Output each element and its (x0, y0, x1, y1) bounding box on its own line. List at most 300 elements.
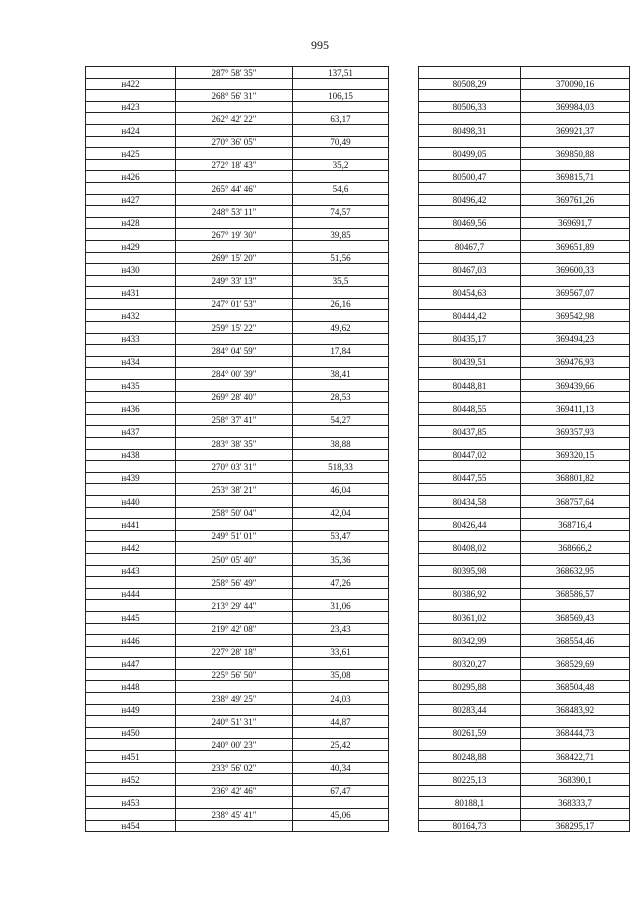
table-row (86, 148, 630, 160)
segment-length-cell (293, 240, 389, 252)
segment-length-cell (293, 148, 389, 160)
y-coordinate-cell (521, 507, 630, 519)
point-name-cell: н436 (86, 403, 176, 415)
table-row (86, 206, 630, 218)
segment-length-cell (293, 611, 389, 623)
table-row (86, 426, 630, 438)
direction-angle-cell (176, 449, 293, 461)
x-coordinate-cell (419, 298, 521, 310)
table-row (86, 438, 630, 450)
direction-angle-cell: 262° 42' 22" (176, 113, 293, 125)
table-row (86, 461, 630, 473)
direction-angle-cell: 227° 28' 18" (176, 646, 293, 658)
y-coordinate-cell: 368390,1 (521, 774, 630, 786)
segment-length-cell (293, 681, 389, 693)
x-coordinate-cell (419, 113, 521, 125)
direction-angle-cell (176, 681, 293, 693)
direction-angle-cell (176, 171, 293, 183)
spacer-cell (389, 124, 419, 136)
segment-length-cell (293, 565, 389, 577)
point-name-cell (86, 391, 176, 403)
spacer-cell (389, 426, 419, 438)
table-row (86, 762, 630, 774)
direction-angle-cell: 248° 53' 11" (176, 206, 293, 218)
y-coordinate-cell (521, 693, 630, 705)
direction-angle-cell: 283° 38' 35" (176, 438, 293, 450)
point-name-cell (86, 809, 176, 821)
x-coordinate-cell: 80506,33 (419, 101, 521, 113)
spacer-cell (389, 298, 419, 310)
spacer-cell (389, 414, 419, 426)
y-coordinate-cell: 369651,89 (521, 240, 630, 252)
boundary-coordinates-table (85, 66, 630, 832)
table-row (86, 693, 630, 705)
x-coordinate-cell (419, 507, 521, 519)
direction-angle-cell (176, 78, 293, 90)
direction-angle-cell: 225° 56' 50" (176, 669, 293, 681)
spacer-cell (389, 704, 419, 716)
spacer-cell (389, 287, 419, 299)
table-row (86, 414, 630, 426)
direction-angle-cell: 236° 42' 46" (176, 785, 293, 797)
spacer-cell (389, 113, 419, 125)
y-coordinate-cell (521, 345, 630, 357)
table-row (86, 171, 630, 183)
point-name-cell (86, 484, 176, 496)
y-coordinate-cell (521, 275, 630, 287)
table-row (86, 507, 630, 519)
segment-length-cell (293, 194, 389, 206)
point-name-cell: н445 (86, 611, 176, 623)
spacer-cell (389, 206, 419, 218)
table-row (86, 275, 630, 287)
table-row (86, 716, 630, 728)
point-name-cell (86, 159, 176, 171)
x-coordinate-cell: 80248,88 (419, 751, 521, 763)
segment-length-cell: 42,04 (293, 507, 389, 519)
x-coordinate-cell (419, 252, 521, 264)
direction-angle-cell: 219° 42' 08" (176, 623, 293, 635)
segment-length-cell: 54,6 (293, 182, 389, 194)
spacer-cell (389, 240, 419, 252)
segment-length-cell (293, 542, 389, 554)
point-name-cell: н429 (86, 240, 176, 252)
table-row (86, 727, 630, 739)
x-coordinate-cell (419, 693, 521, 705)
segment-length-cell: 63,17 (293, 113, 389, 125)
direction-angle-cell: 249° 33' 13" (176, 275, 293, 287)
y-coordinate-cell: 368586,57 (521, 588, 630, 600)
segment-length-cell (293, 356, 389, 368)
point-name-cell: н440 (86, 495, 176, 507)
segment-length-cell: 31,06 (293, 600, 389, 612)
table-row (86, 287, 630, 299)
table-row (86, 519, 630, 531)
spacer-cell (389, 635, 419, 647)
segment-length-cell: 38,41 (293, 368, 389, 380)
direction-angle-cell (176, 611, 293, 623)
y-coordinate-cell (521, 322, 630, 334)
y-coordinate-cell: 369494,23 (521, 333, 630, 345)
direction-angle-cell: 238° 49' 25" (176, 693, 293, 705)
direction-angle-cell: 269° 15' 20" (176, 252, 293, 264)
table-row (86, 298, 630, 310)
spacer-cell (389, 345, 419, 357)
x-coordinate-cell: 80434,58 (419, 495, 521, 507)
x-coordinate-cell (419, 345, 521, 357)
direction-angle-cell: 287° 58' 35" (176, 67, 293, 79)
segment-length-cell: 40,34 (293, 762, 389, 774)
direction-angle-cell (176, 751, 293, 763)
point-name-cell: н422 (86, 78, 176, 90)
y-coordinate-cell: 369691,7 (521, 217, 630, 229)
table-row (86, 113, 630, 125)
spacer-cell (389, 484, 419, 496)
segment-length-cell: 47,26 (293, 577, 389, 589)
direction-angle-cell (176, 403, 293, 415)
table-row (86, 333, 630, 345)
x-coordinate-cell (419, 530, 521, 542)
y-coordinate-cell: 369542,98 (521, 310, 630, 322)
spacer-cell (389, 553, 419, 565)
point-name-cell: н454 (86, 820, 176, 832)
direction-angle-cell: 268° 56' 31" (176, 90, 293, 102)
spacer-cell (389, 78, 419, 90)
spacer-cell (389, 391, 419, 403)
direction-angle-cell (176, 333, 293, 345)
x-coordinate-cell (419, 391, 521, 403)
direction-angle-cell (176, 797, 293, 809)
x-coordinate-cell (419, 646, 521, 658)
segment-length-cell (293, 635, 389, 647)
point-name-cell (86, 67, 176, 79)
spacer-cell (389, 217, 419, 229)
spacer-cell (389, 438, 419, 450)
table-row (86, 669, 630, 681)
y-coordinate-cell (521, 229, 630, 241)
direction-angle-cell (176, 704, 293, 716)
segment-length-cell: 33,61 (293, 646, 389, 658)
direction-angle-cell (176, 148, 293, 160)
segment-length-cell (293, 495, 389, 507)
direction-angle-cell: 284° 04' 59" (176, 345, 293, 357)
table-row (86, 739, 630, 751)
x-coordinate-cell (419, 438, 521, 450)
spacer-cell (389, 669, 419, 681)
x-coordinate-cell: 80395,98 (419, 565, 521, 577)
segment-length-cell (293, 101, 389, 113)
segment-length-cell (293, 797, 389, 809)
segment-length-cell: 35,2 (293, 159, 389, 171)
segment-length-cell: 51,56 (293, 252, 389, 264)
x-coordinate-cell: 80439,51 (419, 356, 521, 368)
y-coordinate-cell: 369815,71 (521, 171, 630, 183)
direction-angle-cell (176, 426, 293, 438)
segment-length-cell: 39,85 (293, 229, 389, 241)
point-name-cell: н442 (86, 542, 176, 554)
segment-length-cell (293, 217, 389, 229)
y-coordinate-cell: 368483,92 (521, 704, 630, 716)
y-coordinate-cell (521, 669, 630, 681)
y-coordinate-cell (521, 90, 630, 102)
point-name-cell (86, 252, 176, 264)
x-coordinate-cell: 80342,99 (419, 635, 521, 647)
y-coordinate-cell: 368529,69 (521, 658, 630, 670)
segment-length-cell: 67,47 (293, 785, 389, 797)
direction-angle-cell (176, 519, 293, 531)
direction-angle-cell: 247° 01' 53" (176, 298, 293, 310)
y-coordinate-cell (521, 182, 630, 194)
point-name-cell (86, 136, 176, 148)
y-coordinate-cell (521, 762, 630, 774)
spacer-cell (389, 229, 419, 241)
y-coordinate-cell: 368504,48 (521, 681, 630, 693)
point-name-cell (86, 368, 176, 380)
x-coordinate-cell: 80447,02 (419, 449, 521, 461)
direction-angle-cell (176, 217, 293, 229)
spacer-cell (389, 774, 419, 786)
x-coordinate-cell (419, 229, 521, 241)
y-coordinate-cell (521, 252, 630, 264)
x-coordinate-cell (419, 414, 521, 426)
segment-length-cell: 26,16 (293, 298, 389, 310)
table-row (86, 820, 630, 832)
x-coordinate-cell: 80448,55 (419, 403, 521, 415)
y-coordinate-cell: 370090,16 (521, 78, 630, 90)
spacer-cell (389, 159, 419, 171)
direction-angle-cell: 233° 56' 02" (176, 762, 293, 774)
table-row (86, 380, 630, 392)
segment-length-cell: 25,42 (293, 739, 389, 751)
point-name-cell: н433 (86, 333, 176, 345)
y-coordinate-cell (521, 716, 630, 728)
y-coordinate-cell: 369761,26 (521, 194, 630, 206)
x-coordinate-cell: 80426,44 (419, 519, 521, 531)
table-row (86, 553, 630, 565)
y-coordinate-cell: 369320,15 (521, 449, 630, 461)
spacer-cell (389, 600, 419, 612)
x-coordinate-cell: 80408,02 (419, 542, 521, 554)
direction-angle-cell (176, 495, 293, 507)
point-name-cell: н428 (86, 217, 176, 229)
x-coordinate-cell (419, 90, 521, 102)
table-row (86, 310, 630, 322)
point-name-cell (86, 646, 176, 658)
direction-angle-cell (176, 472, 293, 484)
y-coordinate-cell (521, 600, 630, 612)
x-coordinate-cell: 80498,31 (419, 124, 521, 136)
point-name-cell: н441 (86, 519, 176, 531)
x-coordinate-cell (419, 67, 521, 79)
segment-length-cell (293, 426, 389, 438)
x-coordinate-cell: 80467,7 (419, 240, 521, 252)
table-row (86, 194, 630, 206)
point-name-cell (86, 577, 176, 589)
table-row (86, 623, 630, 635)
y-coordinate-cell (521, 646, 630, 658)
table-row (86, 588, 630, 600)
direction-angle-cell: 253° 38' 21" (176, 484, 293, 496)
spacer-cell (389, 461, 419, 473)
point-name-cell: н427 (86, 194, 176, 206)
x-coordinate-cell (419, 553, 521, 565)
table-row (86, 495, 630, 507)
point-name-cell: н438 (86, 449, 176, 461)
segment-length-cell (293, 820, 389, 832)
spacer-cell (389, 368, 419, 380)
segment-length-cell: 54,27 (293, 414, 389, 426)
spacer-cell (389, 739, 419, 751)
direction-angle-cell (176, 588, 293, 600)
point-name-cell: н431 (86, 287, 176, 299)
direction-angle-cell (176, 774, 293, 786)
y-coordinate-cell: 368444,73 (521, 727, 630, 739)
y-coordinate-cell: 369411,13 (521, 403, 630, 415)
segment-length-cell (293, 264, 389, 276)
spacer-cell (389, 809, 419, 821)
segment-length-cell (293, 704, 389, 716)
y-coordinate-cell (521, 368, 630, 380)
point-name-cell (86, 438, 176, 450)
spacer-cell (389, 530, 419, 542)
point-name-cell (86, 322, 176, 334)
table-row (86, 751, 630, 763)
direction-angle-cell: 284° 00' 39" (176, 368, 293, 380)
x-coordinate-cell: 80283,44 (419, 704, 521, 716)
spacer-cell (389, 681, 419, 693)
x-coordinate-cell (419, 600, 521, 612)
segment-length-cell: 24,03 (293, 693, 389, 705)
y-coordinate-cell: 369600,33 (521, 264, 630, 276)
y-coordinate-cell: 368295,17 (521, 820, 630, 832)
x-coordinate-cell: 80295,88 (419, 681, 521, 693)
direction-angle-cell (176, 101, 293, 113)
spacer-cell (389, 820, 419, 832)
x-coordinate-cell (419, 159, 521, 171)
table-row (86, 472, 630, 484)
point-name-cell: н450 (86, 727, 176, 739)
point-name-cell (86, 785, 176, 797)
segment-length-cell: 74,57 (293, 206, 389, 218)
spacer-cell (389, 577, 419, 589)
segment-length-cell: 23,43 (293, 623, 389, 635)
y-coordinate-cell: 368554,46 (521, 635, 630, 647)
table-row (86, 322, 630, 334)
spacer-cell (389, 322, 419, 334)
point-name-cell (86, 623, 176, 635)
table-row (86, 345, 630, 357)
segment-length-cell (293, 287, 389, 299)
y-coordinate-cell: 369357,93 (521, 426, 630, 438)
spacer-cell (389, 658, 419, 670)
direction-angle-cell: 265° 44' 46" (176, 182, 293, 194)
spacer-cell (389, 264, 419, 276)
table-row (86, 774, 630, 786)
table-row (86, 182, 630, 194)
spacer-cell (389, 275, 419, 287)
y-coordinate-cell (521, 414, 630, 426)
point-name-cell (86, 716, 176, 728)
table-row (86, 78, 630, 90)
segment-length-cell (293, 449, 389, 461)
direction-angle-cell: 213° 29' 44" (176, 600, 293, 612)
y-coordinate-cell: 368801,82 (521, 472, 630, 484)
x-coordinate-cell (419, 136, 521, 148)
direction-angle-cell: 270° 36' 05" (176, 136, 293, 148)
segment-length-cell: 45,06 (293, 809, 389, 821)
x-coordinate-cell (419, 368, 521, 380)
direction-angle-cell (176, 310, 293, 322)
x-coordinate-cell: 80499,05 (419, 148, 521, 160)
table-row (86, 101, 630, 113)
table-row (86, 785, 630, 797)
spacer-cell (389, 472, 419, 484)
point-name-cell: н448 (86, 681, 176, 693)
y-coordinate-cell: 368632,95 (521, 565, 630, 577)
direction-angle-cell: 238° 45' 41" (176, 809, 293, 821)
table-row (86, 67, 630, 79)
point-name-cell (86, 298, 176, 310)
table-row (86, 484, 630, 496)
point-name-cell (86, 275, 176, 287)
direction-angle-cell (176, 542, 293, 554)
y-coordinate-cell (521, 206, 630, 218)
segment-length-cell (293, 124, 389, 136)
spacer-cell (389, 542, 419, 554)
x-coordinate-cell (419, 739, 521, 751)
x-coordinate-cell (419, 484, 521, 496)
x-coordinate-cell: 80500,47 (419, 171, 521, 183)
point-name-cell (86, 669, 176, 681)
point-name-cell: н439 (86, 472, 176, 484)
x-coordinate-cell (419, 669, 521, 681)
spacer-cell (389, 101, 419, 113)
point-name-cell: н424 (86, 124, 176, 136)
point-name-cell: н434 (86, 356, 176, 368)
direction-angle-cell: 272° 18' 43" (176, 159, 293, 171)
x-coordinate-cell (419, 762, 521, 774)
point-name-cell (86, 600, 176, 612)
direction-angle-cell: 267° 19' 30" (176, 229, 293, 241)
spacer-cell (389, 252, 419, 264)
y-coordinate-cell: 368716,4 (521, 519, 630, 531)
direction-angle-cell (176, 635, 293, 647)
point-name-cell: н443 (86, 565, 176, 577)
y-coordinate-cell (521, 785, 630, 797)
direction-angle-cell (176, 194, 293, 206)
y-coordinate-cell: 368569,43 (521, 611, 630, 623)
point-name-cell: н426 (86, 171, 176, 183)
x-coordinate-cell: 80496,42 (419, 194, 521, 206)
y-coordinate-cell (521, 461, 630, 473)
spacer-cell (389, 565, 419, 577)
spacer-cell (389, 623, 419, 635)
segment-length-cell: 106,15 (293, 90, 389, 102)
direction-angle-cell (176, 124, 293, 136)
spacer-cell (389, 727, 419, 739)
spacer-cell (389, 646, 419, 658)
table-row (86, 252, 630, 264)
segment-length-cell (293, 472, 389, 484)
x-coordinate-cell: 80225,13 (419, 774, 521, 786)
x-coordinate-cell (419, 716, 521, 728)
segment-length-cell (293, 380, 389, 392)
y-coordinate-cell (521, 623, 630, 635)
spacer-cell (389, 310, 419, 322)
segment-length-cell: 17,84 (293, 345, 389, 357)
x-coordinate-cell (419, 623, 521, 635)
table-row (86, 635, 630, 647)
